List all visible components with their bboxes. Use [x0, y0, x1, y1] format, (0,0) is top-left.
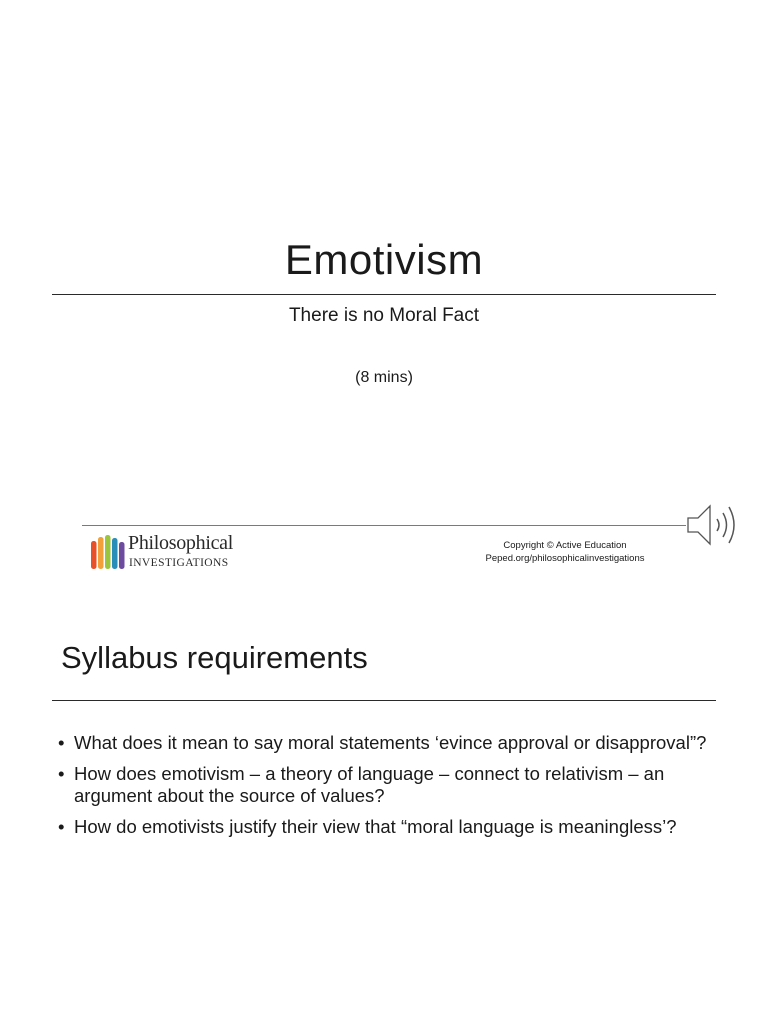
- bullet-icon: •: [58, 762, 65, 784]
- speaker-audio-icon[interactable]: [684, 498, 748, 552]
- bullet-icon: •: [58, 732, 65, 753]
- slide-title: Syllabus requirements: [61, 640, 368, 675]
- website-text: Peped.org/philosophicalinvestigations: [485, 553, 645, 564]
- bullet-icon: •: [58, 815, 65, 837]
- syllabus-slide: [0, 576, 768, 1024]
- bullet-list: [58, 732, 718, 846]
- logo-name: Philosophical: [128, 532, 233, 554]
- logo-bars-icon: [90, 534, 126, 570]
- list-item: [58, 816, 718, 839]
- slide-title: Emotivism: [284, 236, 484, 283]
- logo-subname: INVESTIGATIONS: [129, 557, 229, 569]
- copyright-block: [470, 539, 660, 565]
- footer-divider: [82, 525, 686, 526]
- slide-subtitle: There is no Moral Fact: [288, 305, 480, 326]
- philosophical-investigations-logo: [90, 530, 260, 574]
- title-divider: [52, 700, 716, 701]
- bullet-text: What does it mean to say moral statements ‘evince approval or disapproval”?: [74, 732, 707, 753]
- list-item: [58, 732, 718, 755]
- bullet-text: How does emotivism – a theory of language – connect to relativism – an argument about the source of values?: [74, 762, 665, 806]
- bullet-text: How do emotivists justify their view that “moral language is meaningless’?: [74, 815, 677, 837]
- title-divider: [52, 294, 716, 295]
- duration-label: (8 mins): [355, 369, 413, 386]
- list-item: [58, 763, 718, 808]
- copyright-text: Copyright © Active Education: [503, 540, 627, 551]
